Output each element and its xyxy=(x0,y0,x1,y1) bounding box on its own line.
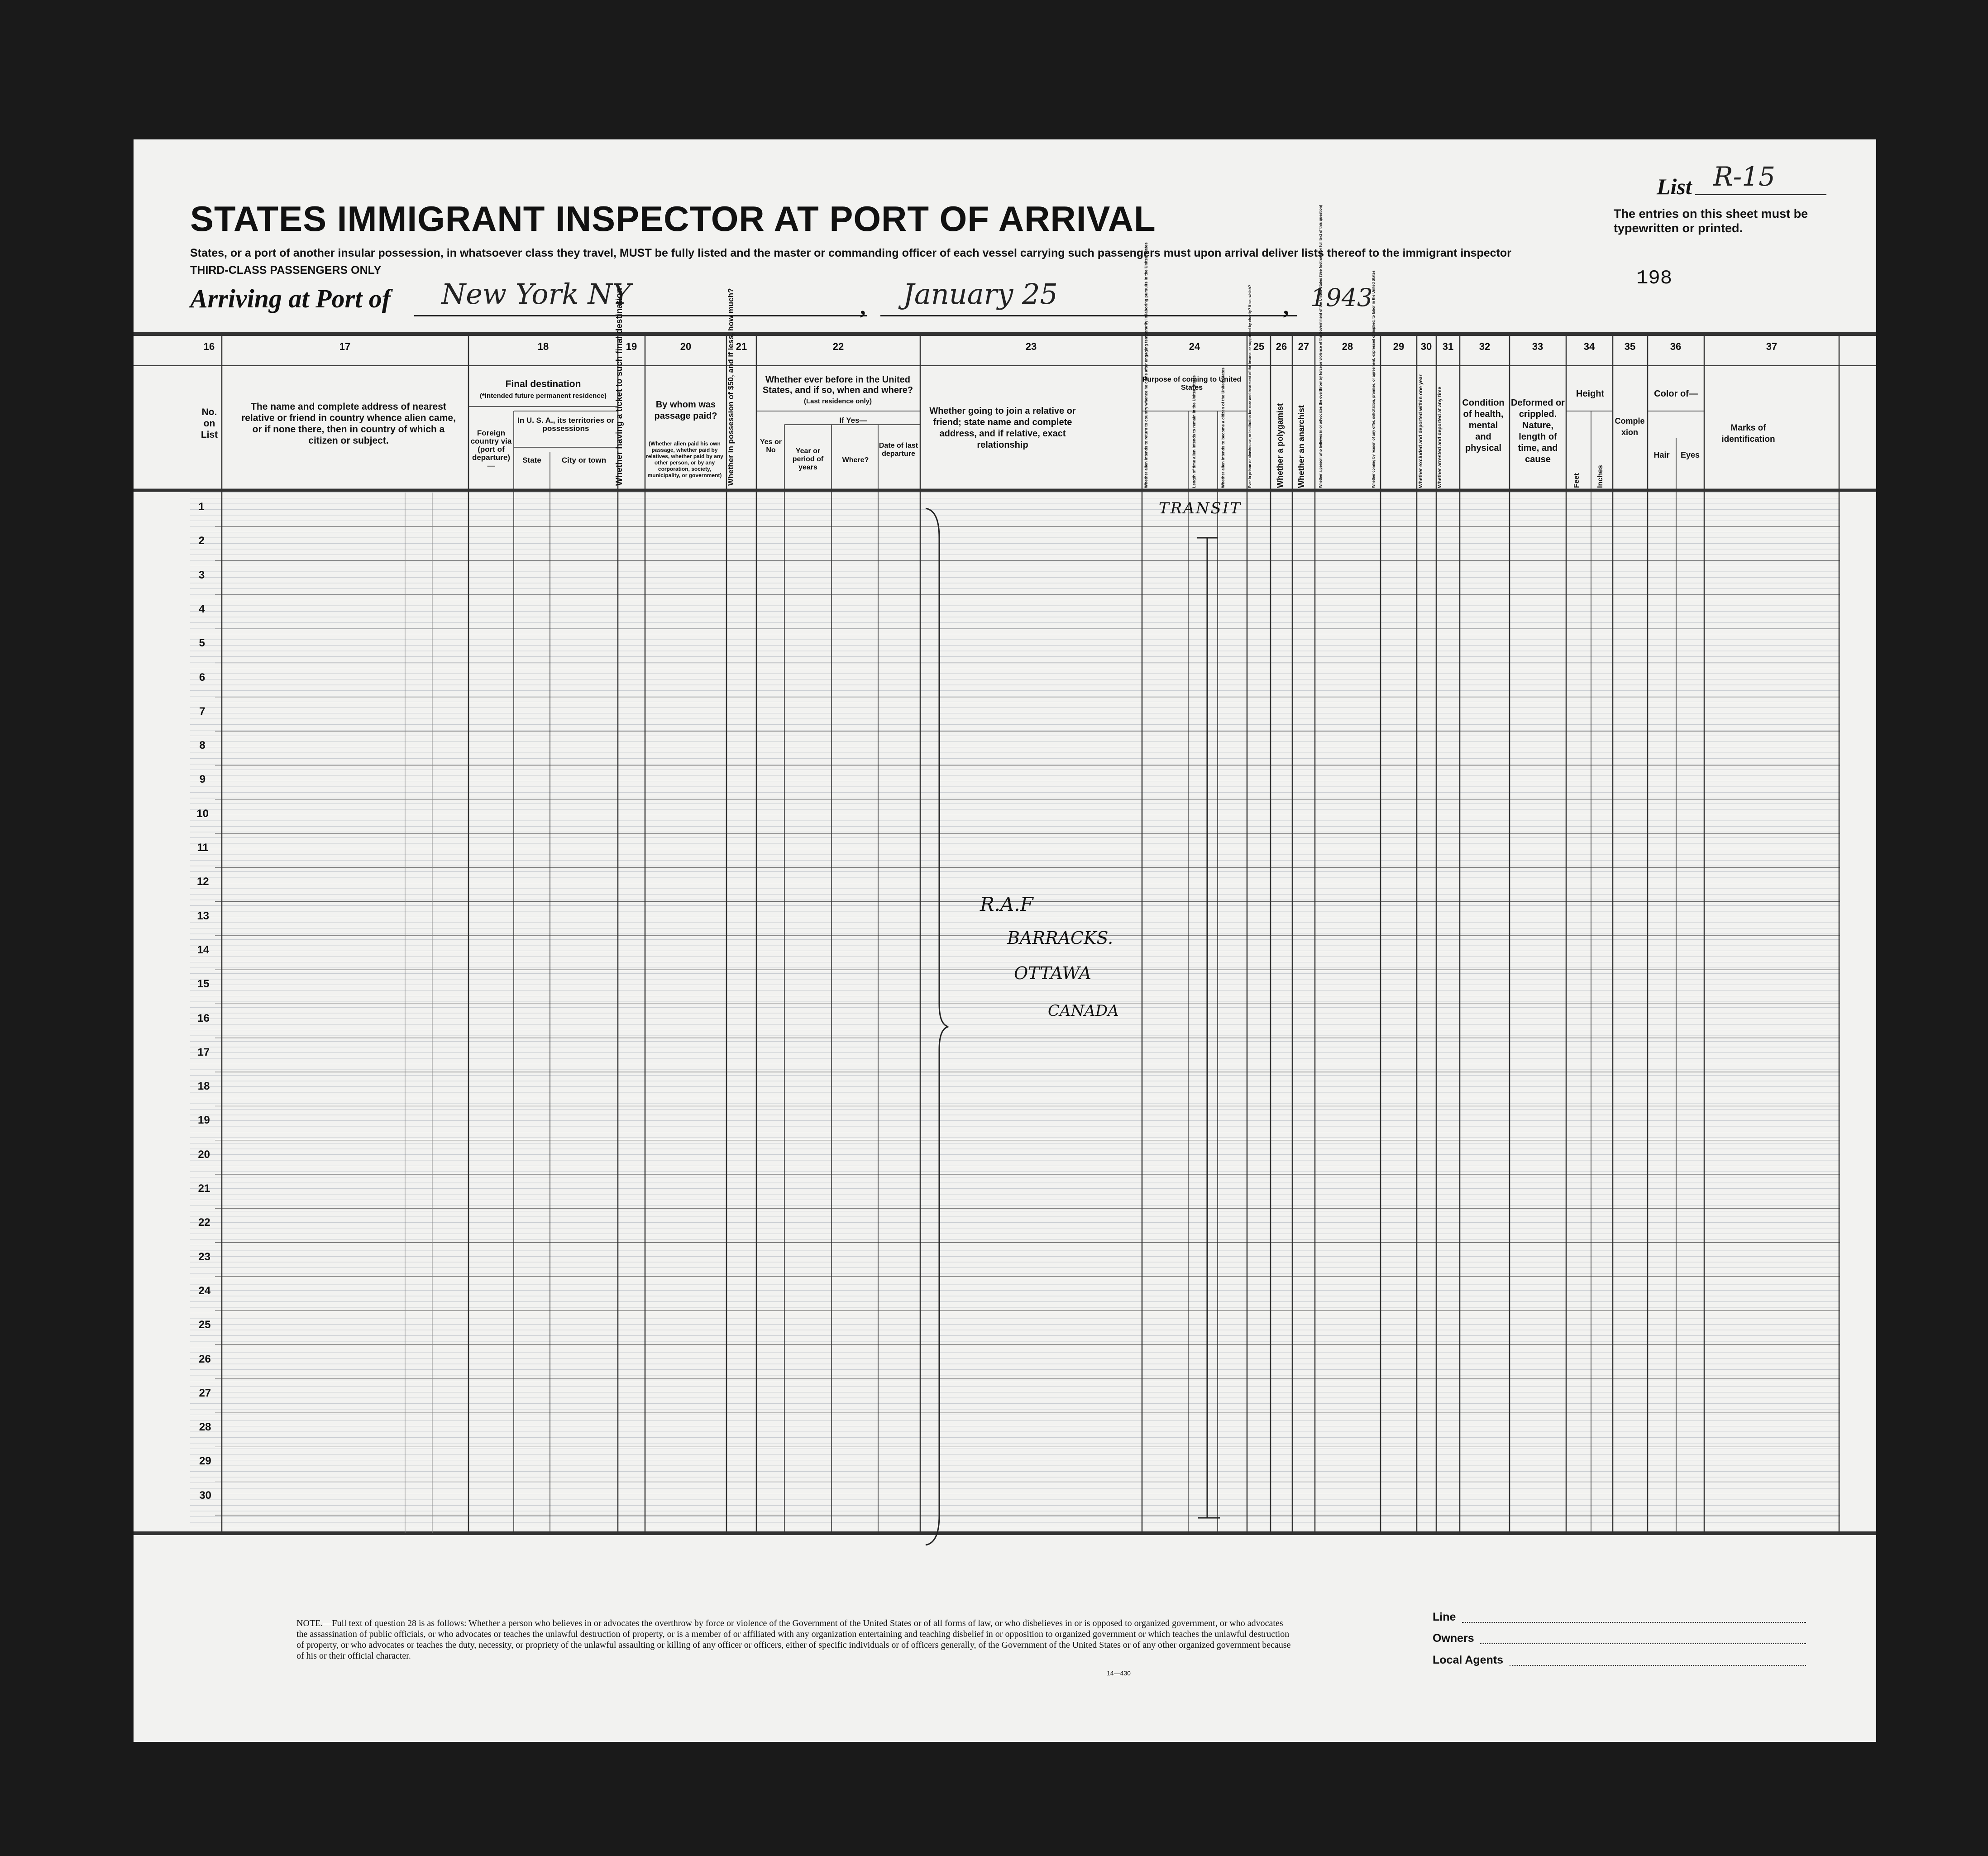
row-number: 27 xyxy=(199,1387,211,1399)
sheet-number: 198 xyxy=(1636,267,1673,290)
page-title: STATES IMMIGRANT INSPECTOR AT PORT OF ARRIVAL xyxy=(190,199,1156,239)
line-label: Line xyxy=(1433,1611,1456,1623)
agents-label: Local Agents xyxy=(1433,1654,1504,1666)
col36-header: Color of— xyxy=(1654,389,1698,399)
col23-header: Whether going to join a relative or friend; state name and complete address, and if relative, exact relationship xyxy=(929,406,1076,450)
row-number: 6 xyxy=(199,671,205,684)
manifest-sheet xyxy=(134,139,1876,1742)
column-number: 35 xyxy=(1624,341,1636,352)
row-number: 26 xyxy=(199,1353,211,1365)
row-number: 10 xyxy=(196,807,209,820)
owners-label: Owners xyxy=(1433,1632,1474,1645)
col34-feet: Feet xyxy=(1573,473,1581,488)
col22-yesno: Yes or No xyxy=(760,438,782,454)
owners-field xyxy=(1480,1643,1806,1644)
col24c-header: Whether alien intends to become a citizen of the United States xyxy=(1221,367,1225,488)
col22-where: Where? xyxy=(842,456,869,464)
col18-foreign: Foreign country via (port of departure)— xyxy=(470,429,512,470)
col18-state: State xyxy=(522,456,541,464)
column-number: 28 xyxy=(1342,341,1353,352)
col34-header: Height xyxy=(1576,389,1605,399)
row-number: 22 xyxy=(198,1216,210,1229)
col22-header: Whether ever before in the United States, and if so, when and where? xyxy=(762,375,913,395)
column-number: 27 xyxy=(1298,341,1309,352)
col24b-header: Length of time alien intends to remain in the United States xyxy=(1192,375,1196,488)
curly-brace xyxy=(921,502,975,1552)
arriving-label: Arriving at Port of xyxy=(190,284,391,313)
canada-note: CANADA xyxy=(1048,1002,1119,1020)
col24a-header: Whether alien intends to return to country whence he came after engaging temporarily in laboring pursuits in the United States xyxy=(1144,242,1148,488)
column-number: 24 xyxy=(1189,341,1200,352)
row-number: 29 xyxy=(199,1455,211,1468)
row-number: 8 xyxy=(199,739,205,752)
comma: , xyxy=(860,294,866,319)
column-number: 20 xyxy=(680,341,692,352)
col18-header: Final destination xyxy=(505,379,581,389)
transit-bracket-line xyxy=(1193,529,1229,1570)
row-number: 15 xyxy=(197,978,210,990)
col18-city: City or town xyxy=(561,456,607,464)
col24-header: Purpose of coming to United States xyxy=(1142,376,1242,392)
col21-header: Whether in possession of $50, and if less, how much? xyxy=(726,288,735,486)
row-number: 19 xyxy=(198,1114,210,1127)
col20-subheader: (Whether alien paid his own passage, whether paid by relatives, whether paid by any other person, or by any corporation, society, municipality, or government) xyxy=(646,440,723,478)
row-number: 7 xyxy=(199,705,205,718)
col27-header: Whether an anarchist xyxy=(1297,405,1306,488)
agents-field xyxy=(1510,1665,1806,1666)
col36-hair: Hair xyxy=(1653,450,1670,459)
row-number: 2 xyxy=(198,535,205,547)
row-number: 20 xyxy=(198,1148,210,1161)
col31-header: Whether arrested and deported at any time xyxy=(1437,387,1443,488)
date-value: January 25 xyxy=(903,277,1058,311)
row-number: 5 xyxy=(199,637,205,650)
comma: , xyxy=(1283,294,1289,319)
col32-header: Condition of health, mental and physical xyxy=(1462,398,1505,453)
column-number: 18 xyxy=(537,341,549,352)
col18-subheader: (*Intended future permanent residence) xyxy=(479,392,607,400)
col20-header: By whom was passage paid? xyxy=(654,400,717,421)
col30-header: Whether excluded and deported within one year xyxy=(1418,374,1424,488)
row-number: 23 xyxy=(198,1250,210,1263)
year-value: 1943 xyxy=(1310,283,1373,312)
row-number: 12 xyxy=(196,875,209,888)
column-number: 17 xyxy=(339,341,351,352)
row-number: 14 xyxy=(197,943,210,956)
column-number: 32 xyxy=(1479,341,1491,352)
manifest-grid xyxy=(134,139,1876,1742)
col34-inches: Inches xyxy=(1596,465,1604,488)
col22-date: Date of last departure xyxy=(879,442,918,458)
column-number: 29 xyxy=(1393,341,1405,352)
row-number: 25 xyxy=(198,1319,211,1331)
row-number: 30 xyxy=(199,1489,212,1502)
column-number: 30 xyxy=(1420,341,1432,352)
footnote: NOTE.—Full text of question 28 is as follows: Whether a person who believes in or advocates the overthrow by force or violence of the Government of the United States or of all forms of law, or who disbelieves in or is opposed to organized government, or who advocates the assassination of public officials, or who advocates or teaches the unlawful destruction of property, or is a member of or affiliated with any organization entertaining and teaching disbelief in or opposition to organized government or which teaches the unlawful destruction of property, or who advocates or teaches the duty, necessity, or propriety of the unlawful assaulting or killing of any officer or officers, either of specific individuals or of officers generally, of the Government of the United States or of any other organized government because of his or their official character. xyxy=(296,1618,1291,1661)
col33-header: Deformed or crippled. Nature, length of time, and cause xyxy=(1511,398,1565,464)
col36-eyes: Eyes xyxy=(1680,450,1700,459)
transit-note: TRANSIT xyxy=(1159,499,1242,517)
column-number: 37 xyxy=(1766,341,1778,352)
list-label: List xyxy=(1657,174,1692,199)
row-number: 4 xyxy=(199,603,205,615)
column-number: 22 xyxy=(832,341,844,352)
column-number: 23 xyxy=(1025,341,1037,352)
list-value: R-15 xyxy=(1713,161,1776,192)
row-number: 3 xyxy=(198,569,205,581)
class-line: THIRD-CLASS PASSENGERS ONLY xyxy=(190,264,382,277)
line-field xyxy=(1462,1622,1806,1623)
column-number: 31 xyxy=(1442,341,1454,352)
ottawa-note: OTTAWA xyxy=(1014,963,1091,983)
col22-ifyes: If Yes— xyxy=(839,416,867,425)
col35-header: Complexion xyxy=(1615,416,1645,437)
column-number: 36 xyxy=(1670,341,1682,352)
col19-header: Whether having a ticket to such final destination xyxy=(615,287,624,486)
row-number: 9 xyxy=(199,773,206,786)
col25-header: Ever in prison or almshouse, or institution for care and treatment of the insane, or supported by charity? If so, which? xyxy=(1248,285,1252,488)
column-number: 34 xyxy=(1583,341,1595,352)
row-number: 16 xyxy=(197,1012,210,1024)
row-number: 21 xyxy=(198,1182,210,1195)
col29-header: Whether coming by reason of any offer, solicitation, promise, or agreement, expressed or implied, to labor in the United States xyxy=(1372,270,1376,488)
row-number: 17 xyxy=(197,1046,210,1058)
form-number: 14—430 xyxy=(1107,1669,1131,1677)
row-number: 13 xyxy=(197,909,209,922)
row-number: 1 xyxy=(198,501,205,513)
column-number: 26 xyxy=(1276,341,1287,352)
barracks-note: BARRACKS. xyxy=(1007,928,1113,948)
row-number: 11 xyxy=(197,842,209,854)
col37-header: Marks of identification xyxy=(1721,423,1775,444)
col18-usa: In U. S. A., its territories or possessions xyxy=(517,416,614,433)
col16-header: No. on List xyxy=(201,407,218,440)
column-number: 19 xyxy=(626,341,637,352)
col22-year: Year or period of years xyxy=(792,447,824,471)
column-number: 16 xyxy=(203,341,215,352)
raf-note: R.A.F xyxy=(980,893,1033,915)
row-number: 28 xyxy=(199,1421,211,1434)
column-number: 33 xyxy=(1532,341,1544,352)
col22-subheader: (Last residence only) xyxy=(803,397,872,405)
port-value: New York NY xyxy=(441,277,631,311)
col26-header: Whether a polygamist xyxy=(1276,403,1285,488)
column-number: 21 xyxy=(736,341,747,352)
row-number: 24 xyxy=(198,1284,211,1297)
col28-header: Whether a person who believes in or advocates the overthrow by force or violence of the Government of the United States (See footnote for full text of this question) xyxy=(1319,205,1323,488)
row-number: 18 xyxy=(197,1080,210,1093)
entries-note: The entries on this sheet must be typewritten or printed. xyxy=(1614,207,1808,235)
instruction-text: States, or a port of another insular possession, in whatsoever class they travel, MUST be fully listed and the master or commanding officer of each vessel carrying such passengers must upon arrival deliver lists thereof to the immigrant inspector xyxy=(190,247,1511,259)
column-number: 25 xyxy=(1253,341,1265,352)
col17-header: The name and complete address of nearest relative or friend in country whence alien came, or if none there, then in country of which a citizen or subject. xyxy=(241,402,456,446)
